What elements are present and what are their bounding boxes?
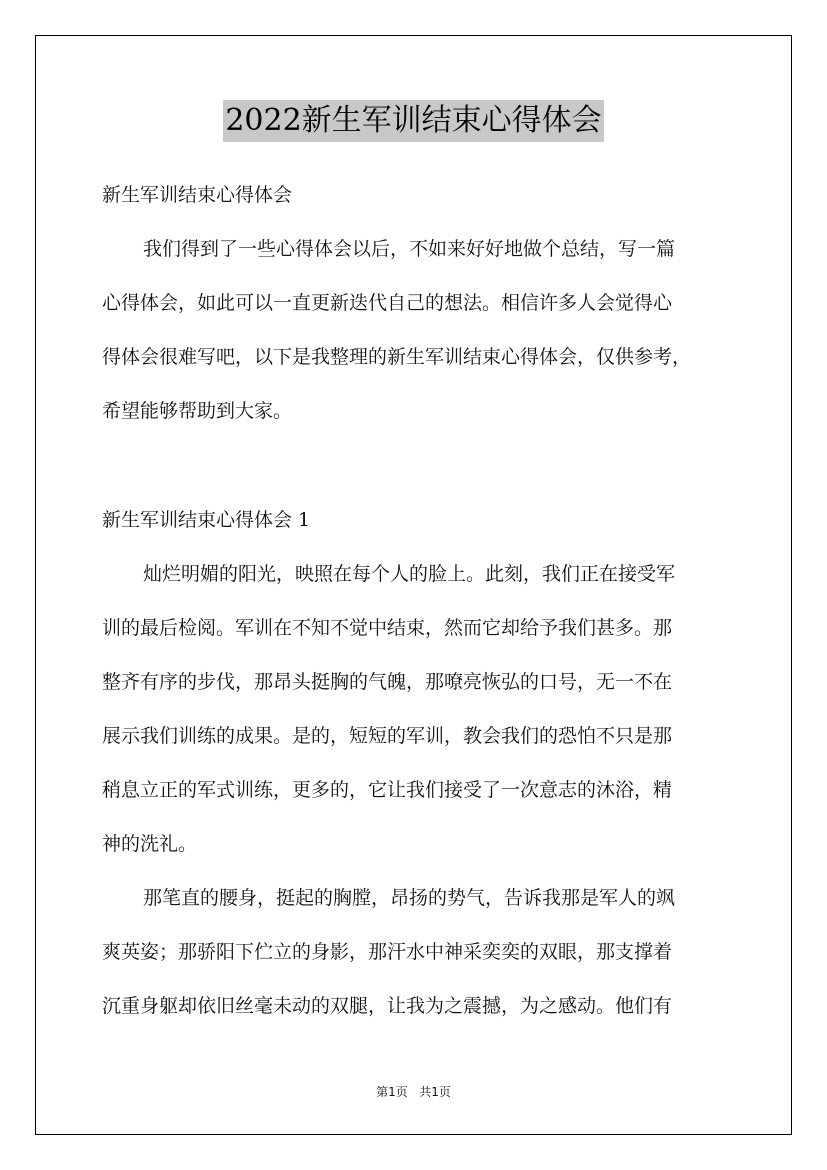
section-heading-1: 新生军训结束心得体会 1 [102,509,311,531]
para1-line-6: 神的洗礼。 [102,833,198,855]
para1-line-2: 训的最后检阅。军训在不知不觉中结束，然而它却给予我们甚多。那 [102,617,673,639]
para1-line-4: 展示我们训练的成果。是的，短短的军训，教会我们的恐怕不只是那 [102,725,673,747]
page-total: 共1页 [419,1085,451,1099]
para1-line-3: 整齐有序的步伐，那昂头挺胸的气魄，那嘹亮恢弘的口号，无一不在 [102,671,673,693]
para2-line-3: 沉重身躯却依旧丝毫未动的双腿，让我为之震撼，为之感动。他们有 [102,995,673,1017]
page-number: 第1页 [376,1085,408,1099]
intro-line-1: 我们得到了一些心得体会以后，不如来好好地做个总结，写一篇 [143,238,676,260]
document-subtitle: 新生军训结束心得体会 [102,184,293,206]
para1-line-1: 灿烂明媚的阳光，映照在每个人的脸上。此刻，我们正在接受军 [143,563,676,585]
title-container [0,100,827,142]
intro-line-2: 心得体会，如此可以一直更新迭代自己的想法。相信许多人会觉得心 [102,292,673,314]
document-title: 2022新生军训结束心得体会 [223,100,603,142]
intro-line-3: 得体会很难写吧，以下是我整理的新生军训结束心得体会，仅供参考， [102,346,692,368]
page-footer [0,1084,827,1100]
para1-line-5: 稍息立正的军式训练，更多的，它让我们接受了一次意志的沐浴，精 [102,779,673,801]
intro-line-4: 希望能够帮助到大家。 [102,400,293,422]
para2-line-2: 爽英姿；那骄阳下伫立的身影，那汗水中神采奕奕的双眼，那支撑着 [102,941,673,963]
para2-line-1: 那笔直的腰身，挺起的胸膛，昂扬的势气，告诉我那是军人的飒 [143,887,676,909]
